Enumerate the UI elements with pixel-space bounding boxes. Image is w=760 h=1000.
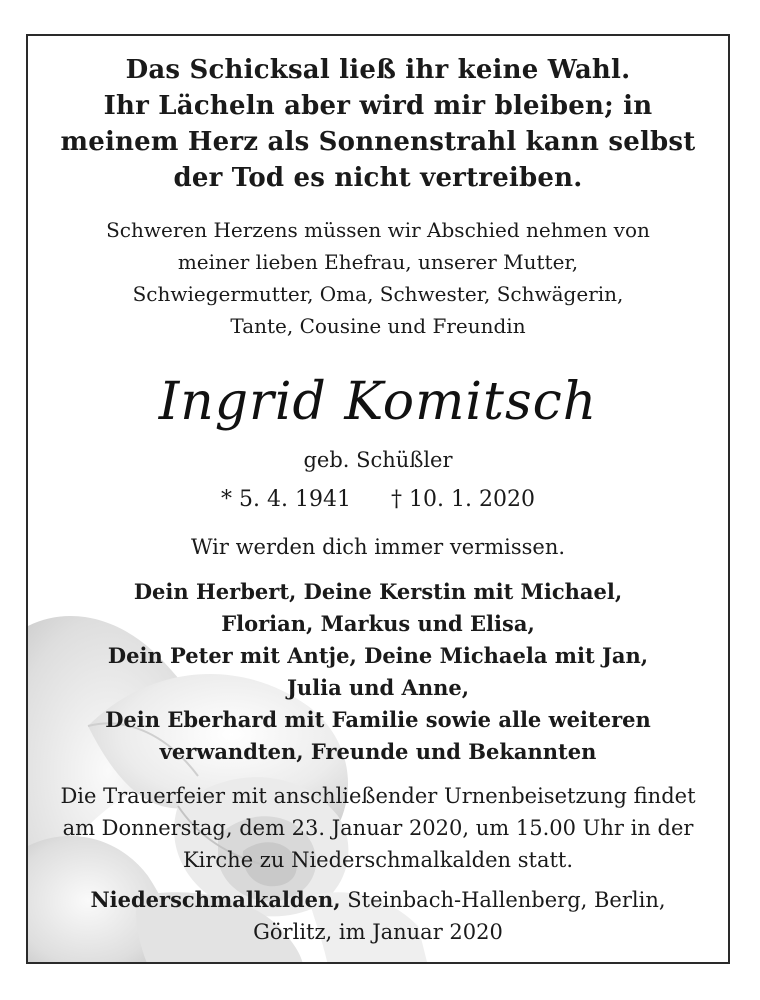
miss-line: Wir werden dich immer vermissen. (190, 535, 566, 559)
life-dates (28, 485, 728, 515)
family-line: Florian, Markus und Elisa, (221, 611, 535, 636)
places-line-date: Görlitz, im Januar 2020 (253, 920, 503, 944)
intro-line: Schwiegermutter, Oma, Schwester, Schwägerin, (132, 282, 624, 306)
ceremony-line: Die Trauerfeier mit anschließender Urnenbeisetzung findet (60, 784, 696, 808)
ceremony-line: am Donnerstag, dem 23. Januar 2020, um 15.00 Uhr in der (62, 816, 694, 840)
quote-line: Ihr Lächeln aber wird mir bleiben; in (103, 91, 653, 121)
quote-line: meinem Herz als Sonnenstrahl kann selbst (60, 127, 696, 157)
place-primary: Niederschmalkalden, (90, 887, 341, 912)
intro-line: meiner lieben Ehefrau, unserer Mutter, (177, 250, 579, 274)
memorial-quote (28, 52, 728, 196)
quote-line: Das Schicksal ließ ihr keine Wahl. (125, 55, 631, 85)
place-and-date (28, 884, 728, 948)
family-line: verwandten, Freunde und Bekannten (159, 739, 597, 764)
family-line: Dein Peter mit Antje, Deine Michaela mit Jan, (107, 643, 649, 668)
obituary-frame (26, 34, 730, 964)
birth-date: * 5. 4. 1941 (221, 487, 351, 512)
farewell-intro (28, 214, 728, 342)
places-line (28, 884, 728, 916)
quote-line: der Tod es nicht vertreiben. (173, 163, 583, 193)
maiden-name: geb. Schüßler (303, 448, 453, 472)
family-line: Dein Herbert, Deine Kerstin mit Michael, (133, 579, 623, 604)
place-others: Steinbach-Hallenberg, Berlin, (340, 888, 666, 912)
family-line: Dein Eberhard mit Familie sowie alle weiteren (105, 707, 651, 732)
family-members (28, 576, 728, 768)
deceased-name: Ingrid Komitsch (158, 372, 598, 432)
ceremony-line: Kirche zu Niederschmalkalden statt. (182, 848, 574, 872)
intro-line: Tante, Cousine und Freundin (230, 314, 526, 338)
intro-line: Schweren Herzens müssen wir Abschied nehmen von (106, 218, 650, 242)
funeral-details (28, 780, 728, 876)
death-date: † 10. 1. 2020 (391, 487, 535, 512)
family-line: Julia und Anne, (286, 675, 470, 700)
